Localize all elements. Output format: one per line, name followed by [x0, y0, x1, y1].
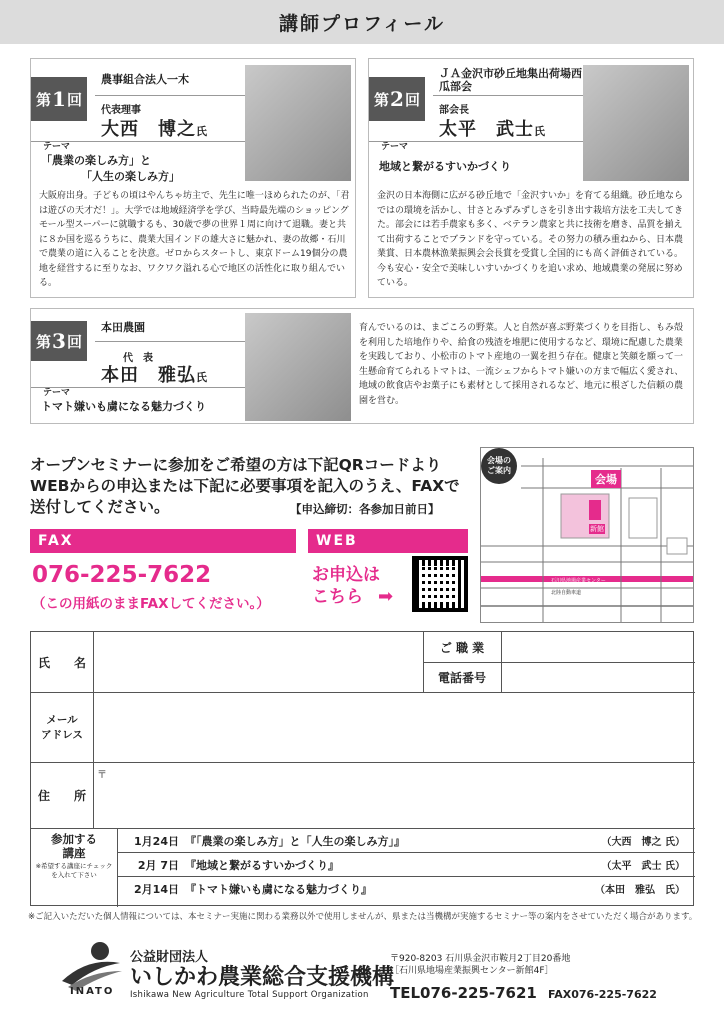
- org-address: 〒920-8203 石川県金沢市鞍月2丁目20番地 ［石川県地場産業振興センター新館4F］: [390, 954, 571, 976]
- course-label: 参加する 講座 ※希望する講座にチェックを入れて下さい: [35, 832, 113, 879]
- org-type: 公益財団法人: [130, 950, 209, 965]
- role: 部会長: [439, 105, 469, 116]
- privacy-note: ※ご記入いただいた個人情報については、本セミナー実施に関わる業務以外で使用しませんが、県または当機構が実施するセミナー等の案内をさせていただく場合があります。: [28, 912, 698, 922]
- lecturer-name: 太平 武士氏: [439, 119, 546, 140]
- lecturer-photo: [583, 65, 689, 181]
- address-label: 住 所: [37, 788, 86, 803]
- theme-text: 「農業の楽しみ方」と 「人生の楽しみ方」: [41, 154, 180, 183]
- web-header: WEB: [308, 529, 468, 553]
- lecturer-name: 大西 博之氏: [101, 119, 208, 140]
- role: 代 表: [123, 353, 153, 364]
- postal-mark: 〒: [97, 770, 107, 781]
- episode-badge: 第 1 回: [31, 77, 87, 121]
- address-field[interactable]: [94, 763, 694, 828]
- logo-text: INATO: [70, 986, 115, 997]
- theme-text: 地域と繋がるすいかづくり: [379, 160, 511, 173]
- venue-label: 会場: [591, 470, 621, 488]
- tel-label: 電話番号: [437, 670, 486, 685]
- description: 大阪府出身。子どもの頃はやんちゃ坊主で、先生に唯一ほめられたのが、「君は遊びの天才だ！」。大学では地域経済学を学び、当時最先端のショッピングモール型スーパーに就職するも、30歳で夢の世界１周に向けて退職。妻と共に８か国を巡るうちに、農業大国インドの雄大さに魅かれ、妻の故郷・石川で農業の道に入ることを決意。ゼロからスタートし、東京ドーム19個分の農地を経営するに至りなお、ワクワク溢れる心で地区の活性化に取り組んでいる。: [39, 191, 350, 288]
- job-label: ご 職 業: [439, 640, 485, 655]
- description: 金沢の日本海側に広がる砂丘地で「金沢すいか」を育てる組織。砂丘地ならではの環境を活かし、甘さとみずみずしさを引き出す栽培方法を工夫してきた。部会には若手農家も多く、ベテラン農家と共に技術を磨き、品質を揃えて出荷することでブランドを守っている。その努力の積み重ねから、日本農業賞、日本農林漁業振興会会長賞を受賞し全国的にも高く評価されている。今も安心・安全で美味しいすいかづくりを追い求め、地域農業の発展に努めている。: [377, 191, 684, 288]
- mail-label: メール アドレス: [41, 714, 83, 741]
- venue-map: [480, 447, 694, 623]
- role: 代表理事: [101, 105, 141, 116]
- road-label: 石川県地場産業センター: [551, 578, 606, 584]
- theme-tag: テーマ: [381, 142, 409, 152]
- episode-badge: 第 2 回: [369, 77, 425, 121]
- org-tel: TEL076-225-7621: [390, 984, 537, 1002]
- org-name-en: Ishikawa New Agriculture Total Support Organization: [130, 990, 369, 1000]
- shinkan-label: 新館: [590, 525, 604, 533]
- lecturer-card-2: [368, 58, 694, 298]
- org-fax: FAX076-225-7622: [548, 988, 657, 1001]
- qr-code[interactable]: [412, 556, 468, 612]
- map-badge: 会場の ご案内: [481, 448, 517, 484]
- episode-badge: 第 3 回: [31, 321, 87, 361]
- road-label: 北陸自動車道: [551, 590, 582, 596]
- lecturer-photo: [245, 65, 351, 181]
- course-option-2[interactable]: 2月 7日 『地域と繋がるすいかづくり』 （太平 武士 氏）: [137, 858, 685, 872]
- application-instructions: オープンセミナーに参加をご希望の方は下記QRコードより WEBからの申込または下記に必要事項を記入のうえ、FAXで 送付してください。: [30, 456, 460, 516]
- fax-note: （この用紙のままFAXしてください。）: [32, 596, 270, 612]
- org-name: いしかわ農業総合支援機構: [130, 964, 395, 990]
- web-apply-link[interactable]: お申込は こちら: [312, 565, 380, 607]
- theme-tag: テーマ: [43, 388, 71, 398]
- fax-header: FAX: [30, 529, 296, 553]
- email-field[interactable]: [94, 693, 694, 762]
- deadline: 【申込締切：各参加日前日】: [290, 502, 440, 516]
- name-field[interactable]: [94, 632, 422, 692]
- fax-number: 076-225-7622: [32, 562, 212, 588]
- theme-tag: テーマ: [43, 142, 71, 152]
- lecturer-name: 本田 雅弘氏: [101, 365, 208, 386]
- tel-field[interactable]: [502, 663, 694, 692]
- page-title: 講師プロフィール: [0, 0, 724, 44]
- theme-text: トマト嫌いも虜になる魅力づくり: [41, 400, 206, 413]
- course-option-3[interactable]: 2月14日 『トマト嫌いも虜になる魅力づくり』 （本田 雅弘 氏）: [134, 882, 685, 896]
- course-option-1[interactable]: 1月24日 『「農業の楽しみ方」と「人生の楽しみ方」』 （大西 博之 氏）: [134, 834, 685, 848]
- lecturer-photo: [245, 313, 351, 421]
- job-field[interactable]: [502, 632, 694, 662]
- lecturer-card-1: [30, 58, 356, 298]
- organization: ＪＡ金沢市砂丘地集出荷場西瓜部会: [439, 67, 582, 93]
- arrow-right-icon: ➡: [378, 586, 394, 607]
- application-form: [30, 631, 694, 906]
- organization: 本田農園: [101, 321, 145, 334]
- organization: 農事組合法人一木: [101, 73, 189, 86]
- name-label: 氏 名: [37, 655, 86, 670]
- lecturer-card-3: [30, 308, 694, 424]
- description: 育んでいるのは、まごころの野菜。人と自然が喜ぶ野菜づくりを目指し、もみ殻を利用した培地作りや、給食の残渣を堆肥に使用するなど、環境に配慮した農業を実践しており、小松市のトマト産地の一翼を担う存在。健康と笑顔を願って一生懸命育てられるトマトは、一流シェフからトマト嫌いの方まで幅広く愛され、地域の飲食店やお菓子にも素材として採用されるなど、地元に根ざした信頼の農園を営む。: [359, 323, 684, 406]
